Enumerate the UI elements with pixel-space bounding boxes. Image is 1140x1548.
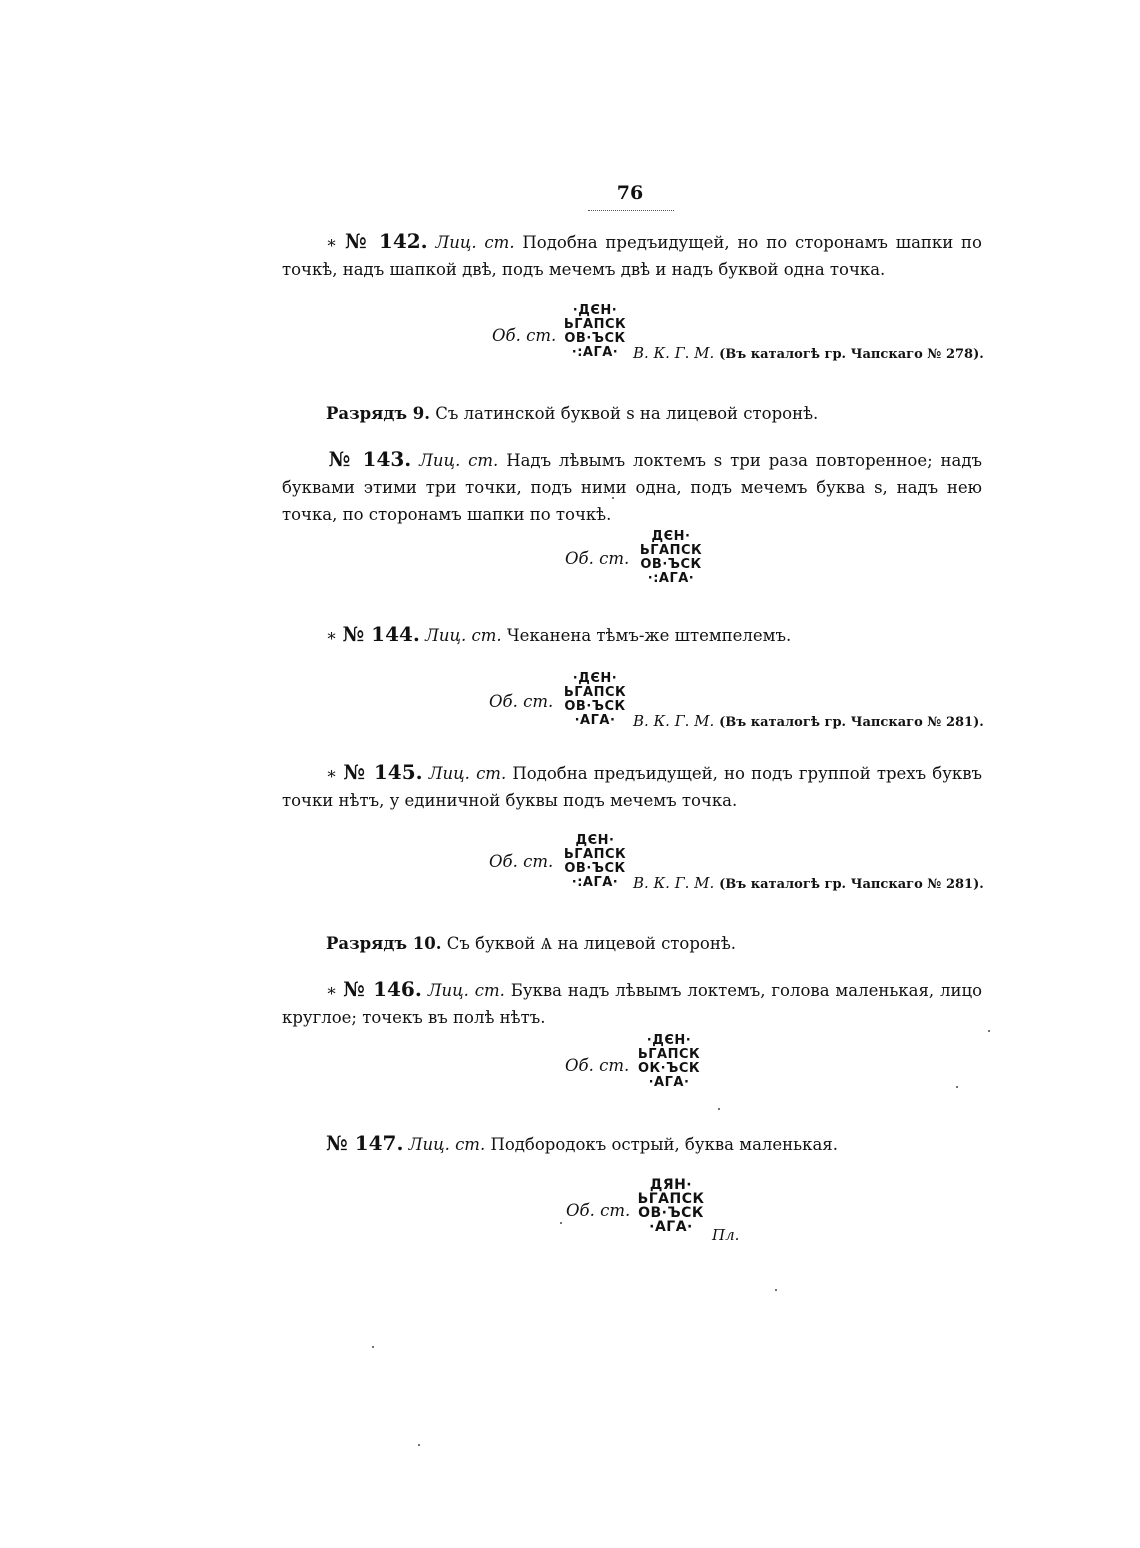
coin-legend-143 xyxy=(636,530,706,586)
legend-line: ЬГАПСК xyxy=(637,1191,705,1207)
legend-line: ЬГАПСК xyxy=(563,847,627,862)
section-9 xyxy=(326,404,818,423)
legend-line: ЬГАПСК xyxy=(637,1047,701,1062)
legend-line: ЬГАПСК xyxy=(563,685,627,700)
legend-line: ЬГАПСК xyxy=(563,317,627,332)
section-10 xyxy=(326,934,736,954)
legend-line: ·:АГА· xyxy=(571,345,619,360)
scan-speck xyxy=(612,497,614,499)
obverse-label: Лиц. ст. xyxy=(419,451,499,470)
catalog-note: (Въ каталогѣ гр. Чапскаго № 281). xyxy=(719,715,984,730)
scan-speck xyxy=(718,1108,720,1110)
scan-speck xyxy=(372,1346,374,1348)
catalog-reference-145 xyxy=(633,874,984,892)
entry-marker: ∗ xyxy=(326,233,338,252)
legend-line: ОК·ЪСК xyxy=(638,1061,700,1076)
entry-147 xyxy=(282,1130,982,1158)
scan-speck xyxy=(418,1444,420,1446)
legend-line: ОВ·ЪСК xyxy=(638,1205,704,1221)
entry-144 xyxy=(282,621,982,649)
reverse-label: Об. ст. xyxy=(566,1201,631,1220)
legend-line: ОВ·ЪСК xyxy=(564,699,626,714)
section-text: Съ буквой Ѧ на лицевой сторонѣ. xyxy=(446,934,737,953)
reverse-label: Об. ст. xyxy=(492,326,557,345)
scan-speck xyxy=(988,1030,990,1032)
entry-143 xyxy=(282,446,982,528)
legend-line: ДЄН· xyxy=(575,833,615,848)
entry-text: Чеканена тѣмъ-же штемпелемъ. xyxy=(506,626,792,645)
entry-text: Подобна предъидущей, но подъ группой трехъ буквъ точки нѣтъ, у единичной буквы подъ мечемъ точка. xyxy=(282,764,982,810)
legend-line: ·ДЄН· xyxy=(646,1033,692,1048)
legend-line: ·ДЄН· xyxy=(572,671,618,686)
catalog-reference-144 xyxy=(633,712,984,730)
coin-legend-145 xyxy=(560,834,630,890)
coin-legend-142 xyxy=(560,304,630,360)
scan-speck xyxy=(560,1222,562,1224)
catalog-note: (Въ каталогѣ гр. Чапскаго № 281). xyxy=(719,877,984,892)
catalog-reference-142 xyxy=(633,344,984,362)
entry-number: № 142. xyxy=(345,229,428,253)
obverse-label: Лиц. ст. xyxy=(408,1135,486,1154)
entry-number: № 144. xyxy=(342,622,420,646)
collection-abbr: В. К. Г. М. xyxy=(633,874,715,892)
section-label: Разрядъ 9. xyxy=(326,404,430,423)
entry-marker: ∗ xyxy=(326,626,338,645)
obverse-label: Лиц. ст. xyxy=(427,981,505,1000)
legend-line: ·АГА· xyxy=(648,1075,690,1090)
legend-line: ОВ·ЪСК xyxy=(640,557,702,572)
obverse-label: Лиц. ст. xyxy=(428,764,507,783)
entry-number: № 143. xyxy=(326,447,412,471)
entry-text: Надъ лѣвымъ локтемъ s три раза повторенное; надъ буквами этими три точки, подъ ними одна, подъ мечемъ буква s, надъ нею точка, по сторонамъ шапки по точкѣ. xyxy=(282,451,983,524)
entry-number: № 145. xyxy=(343,760,423,784)
reverse-label: Об. ст. xyxy=(565,1056,630,1075)
entry-text: Подобна предъидущей, но по сторонамъ шапки по точкѣ, надъ шапкой двѣ, подъ мечемъ двѣ и надъ буквой одна точка. xyxy=(282,233,982,279)
scan-speck xyxy=(775,1289,777,1291)
section-text: Съ латинской буквой s на лицевой сторонѣ. xyxy=(435,404,819,423)
entry-text: Буква надъ лѣвымъ локтемъ, голова маленькая, лицо круглое; точекъ въ полѣ нѣтъ. xyxy=(282,981,983,1027)
section-label: Разрядъ 10. xyxy=(326,934,442,953)
entry-number: № 146. xyxy=(343,977,422,1001)
legend-line: ДЄН· xyxy=(651,529,691,544)
obverse-label: Лиц. ст. xyxy=(435,233,515,252)
legend-line: ·АГА· xyxy=(649,1219,693,1235)
collection-abbr: В. К. Г. М. xyxy=(633,712,715,730)
reverse-label: Об. ст. xyxy=(489,692,554,711)
entry-marker: ∗ xyxy=(326,981,338,1000)
entry-number: № 147. xyxy=(326,1131,404,1155)
collection-abbr: В. К. Г. М. xyxy=(633,344,715,362)
catalog-note: (Въ каталогѣ гр. Чапскаго № 278). xyxy=(719,347,984,362)
legend-line: ДЯН· xyxy=(649,1177,693,1193)
legend-line: ·:АГА· xyxy=(571,875,619,890)
entry-text: Подбородокъ острый, буква маленькая. xyxy=(490,1135,838,1154)
legend-line: ОВ·ЪСК xyxy=(564,861,626,876)
catalog-reference-147 xyxy=(712,1226,739,1244)
page-number-ornament xyxy=(588,204,674,211)
entry-marker: ∗ xyxy=(326,764,338,783)
legend-line: ОВ·ЪСК xyxy=(564,331,626,346)
collection-abbr: Пл. xyxy=(712,1226,740,1244)
legend-line: ·АГА· xyxy=(574,713,616,728)
coin-legend-147 xyxy=(636,1178,706,1234)
reverse-label: Об. ст. xyxy=(489,852,554,871)
page-number: 76 xyxy=(616,182,644,204)
obverse-label: Лиц. ст. xyxy=(425,626,502,645)
entry-146 xyxy=(282,976,982,1031)
reverse-label: Об. ст. xyxy=(565,549,630,568)
entry-145 xyxy=(282,759,982,814)
legend-line: ·:АГА· xyxy=(647,571,695,586)
entry-142 xyxy=(282,228,982,283)
legend-line: ·ДЄН· xyxy=(572,303,618,318)
legend-line: ЬГАПСК xyxy=(639,543,703,558)
coin-legend-146 xyxy=(634,1034,704,1090)
scan-speck xyxy=(956,1086,958,1088)
coin-legend-144 xyxy=(560,672,630,728)
